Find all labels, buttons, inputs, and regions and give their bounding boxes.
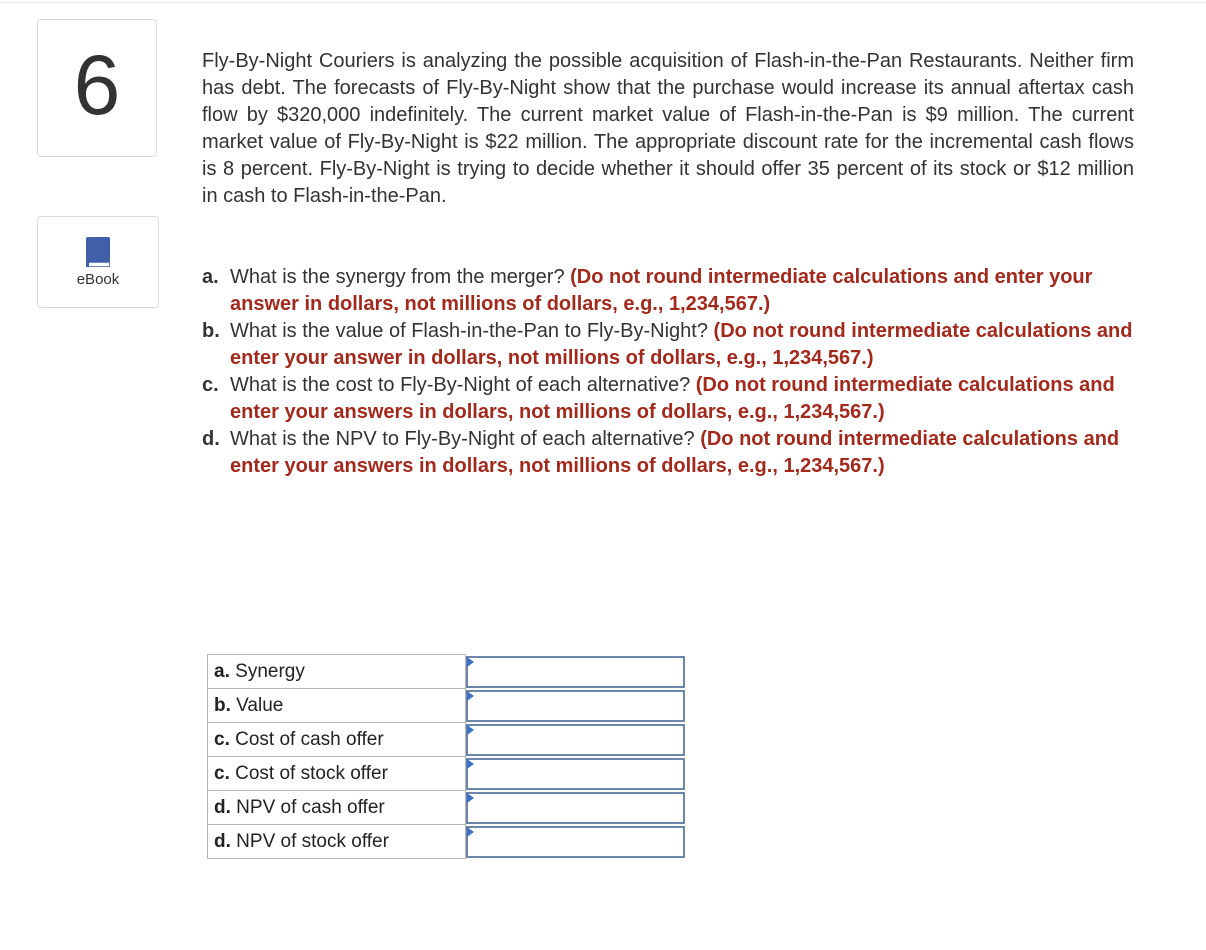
- book-icon: [86, 237, 110, 267]
- row-label: [208, 791, 466, 825]
- row-letter: a.: [214, 660, 230, 682]
- row-letter: b.: [214, 694, 231, 716]
- problem-statement: Fly-By-Night Couriers is analyzing the possible acquisition of Flash-in-the-Pan Restaurants. Neither firm has debt. The forecasts of Fly-By-Night show that the purchase would increase its annual aftertax cash flow by $320,000 indefinitely. The current market value of Flash-in-the-Pan is $9 million. The current market value of Fly-By-Night is $22 million. The appropriate discount rate for the incremental cash flows is 8 percent. Fly-By-Night is trying to decide whether it should offer 35 percent of its stock or $12 million in cash to Flash-in-the-Pan.: [202, 50, 1134, 207]
- row-letter: d.: [214, 796, 231, 818]
- input-cell: [466, 723, 686, 757]
- part-text: What is the synergy from the merger?: [230, 266, 565, 288]
- part-instruction: (Do not round intermediate calculations and enter your answer in dollars, not millions of dollars, e.g., 1,234,567.): [230, 320, 1133, 369]
- row-label-text: Cost of cash offer: [235, 728, 384, 750]
- cost-of-cash-offer-input[interactable]: [466, 724, 685, 756]
- ebook-label: eBook: [76, 271, 120, 288]
- row-letter: c.: [214, 762, 230, 784]
- part-text: What is the value of Flash-in-the-Pan to Fly-By-Night?: [230, 320, 708, 342]
- npv-of-cash-offer-input[interactable]: [466, 792, 685, 824]
- row-label: [208, 757, 466, 791]
- row-label-text: Value: [236, 694, 284, 716]
- answer-marker-icon: [467, 827, 474, 837]
- table-row: [208, 723, 686, 757]
- table-row: [208, 689, 686, 723]
- row-letter: d.: [214, 830, 231, 852]
- table-row: [208, 655, 686, 689]
- question-parts: [202, 264, 1142, 480]
- input-cell: [466, 655, 686, 689]
- row-label-text: Cost of stock offer: [235, 762, 388, 784]
- table-row: [208, 791, 686, 825]
- row-letter: c.: [214, 728, 230, 750]
- row-label: [208, 655, 466, 689]
- part-instruction: (Do not round intermediate calculations and enter your answers in dollars, not millions of dollars, e.g., 1,234,567.): [230, 374, 1115, 423]
- table-row: [208, 757, 686, 791]
- question-number: 6: [73, 38, 121, 132]
- cost-of-stock-offer-input[interactable]: [466, 758, 685, 790]
- row-label: [208, 825, 466, 859]
- input-cell: [466, 791, 686, 825]
- input-cell: [466, 689, 686, 723]
- row-label-text: NPV of stock offer: [236, 830, 389, 852]
- question-part-b: [202, 318, 1142, 372]
- npv-of-stock-offer-input[interactable]: [466, 826, 685, 858]
- part-instruction: (Do not round intermediate calculations and enter your answer in dollars, not millions of dollars, e.g., 1,234,567.): [230, 266, 1093, 315]
- synergy-input[interactable]: [466, 656, 685, 688]
- question-part-c: [202, 372, 1142, 426]
- input-cell: [466, 757, 686, 791]
- part-text: What is the NPV to Fly-By-Night of each alternative?: [230, 428, 695, 450]
- input-cell: [466, 825, 686, 859]
- answer-table: [207, 654, 686, 859]
- part-instruction: (Do not round intermediate calculations and enter your answers in dollars, not millions of dollars, e.g., 1,234,567.): [230, 428, 1120, 477]
- row-label-text: NPV of cash offer: [236, 796, 385, 818]
- top-divider: [0, 2, 1206, 3]
- part-letter: c.: [202, 374, 219, 396]
- part-letter: d.: [202, 428, 220, 450]
- value-input[interactable]: [466, 690, 685, 722]
- answer-marker-icon: [467, 691, 474, 701]
- table-row: [208, 825, 686, 859]
- row-label: [208, 689, 466, 723]
- answer-marker-icon: [467, 725, 474, 735]
- answer-marker-icon: [467, 657, 474, 667]
- question-part-a: [202, 264, 1142, 318]
- answer-marker-icon: [467, 759, 474, 769]
- row-label: [208, 723, 466, 757]
- question-number-box: [37, 19, 157, 157]
- ebook-button[interactable]: [37, 216, 159, 308]
- question-part-d: [202, 426, 1142, 480]
- part-letter: a.: [202, 266, 219, 288]
- part-text: What is the cost to Fly-By-Night of each alternative?: [230, 374, 691, 396]
- row-label-text: Synergy: [235, 660, 305, 682]
- part-letter: b.: [202, 320, 220, 342]
- answer-marker-icon: [467, 793, 474, 803]
